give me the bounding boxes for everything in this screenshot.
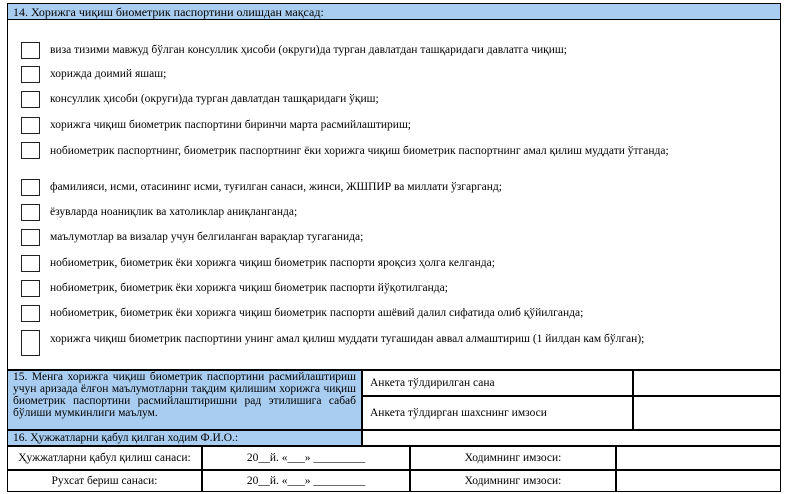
date-filled-value[interactable] [633,370,781,396]
section-16-header [7,430,362,446]
section-14-header [7,3,781,20]
checkbox[interactable] [21,330,40,356]
checkbox[interactable] [21,255,40,272]
permit-date-placeholder: 20__й. «___» _________ [246,475,366,487]
signature-grid [7,370,781,492]
option-label: нобиометрик, биометрик ёки хорижга чиқиш биометрик паспорти йўқотилганда; [50,282,448,294]
employee-signature-value-2[interactable] [616,470,781,492]
checkbox[interactable] [21,305,40,322]
option-label: виза тизими мавжуд бўлган консуллик ҳисоби (округи)да турган давлатдан ташқаридаги давлатга чиқиш; [50,44,567,56]
permit-date-label: Рухсат бериш санаси: [51,475,158,487]
permit-date-label-cell [7,470,202,492]
permit-date-field[interactable] [202,470,410,492]
applicant-signature-label-cell [362,396,633,430]
option-label: хорижга чиқиш биометрик паспортини унинг амал қилиш муддати тугашидан аввал алмаштириш (1 йилдан кам бўлган); [50,333,645,345]
section-15-statement [7,370,362,430]
checkbox[interactable] [21,204,40,221]
checkbox[interactable] [21,42,40,59]
option-label: фамилияси, исми, отасининг исми, туғилган санаси, жинси, ЖШПИР ва миллати ўзгарганд; [50,181,502,193]
section-14-options-panel [7,20,781,370]
option-label: хорижга чиқиш биометрик паспортини биринчи марта расмийлаштириш; [50,119,411,131]
option-label: нобиометрик паспортнинг, биометрик паспортнинг ёки хорижга чиқиш биометрик паспортнинг амал қилиш муддати ўтганда; [50,145,669,157]
checkbox[interactable] [21,179,40,196]
applicant-signature-label: Анкета тўлдирган шахснинг имзоси [370,407,547,419]
checkbox[interactable] [21,142,40,159]
option-label: нобиометрик, биометрик ёки хорижга чиқиш биометрик паспорти ашёвий далил сифатида олиб қўйилганда; [50,307,584,319]
section-15-text: 15. Менга хорижга чиқиш биометрик паспортини расмийлаштириш учун аризада ёлғон маълумотларни тақдим қилишим хорижга чиқиш биометрик паспортини расмийлаштиришни рад этилишига сабаб бўлиши мумкинлиги маълум. [13,371,356,419]
option-label: ёзувларда ноаниқлик ва хатоликлар аниқланганда; [50,206,298,218]
acceptance-date-field[interactable] [202,446,410,470]
option-label: консуллик ҳисоби (округи)да турган давлатдан ташқаридаги ўқиш; [50,93,379,105]
section-16-title: 16. Ҳужжатларни қабул қилган ходим Ф.И.О.: [13,432,239,444]
employee-signature-label: Ходимнинг имзоси: [464,475,562,487]
date-filled-label: Анкета тўлдирилган сана [370,377,495,389]
acceptance-date-label-cell [7,446,202,470]
checkbox[interactable] [21,66,40,83]
employee-signature-value-1[interactable] [616,446,781,470]
option-label: хорижда доимий яшаш; [50,68,167,80]
acceptance-date-placeholder: 20__й. «___» _________ [246,452,366,464]
employee-signature-label: Ходимнинг имзоси: [464,452,562,464]
employee-signature-label-cell-2 [410,470,616,492]
option-label: нобиометрик, биометрик ёки хорижга чиқиш биометрик паспорти яроқсиз ҳолга келганда; [50,257,495,269]
checkbox[interactable] [21,91,40,108]
employee-signature-label-cell-1 [410,446,616,470]
checkbox[interactable] [21,280,40,297]
applicant-signature-value[interactable] [633,396,781,430]
checkbox[interactable] [21,229,40,246]
checkbox[interactable] [21,117,40,134]
employee-name-value[interactable] [362,430,781,446]
option-label: маълумотлар ва визалар учун белгиланган варақлар тугаганида; [50,231,364,243]
section-14-title: 14. Хорижга чиқиш биометрик паспортини олишдан мақсад: [13,5,324,19]
acceptance-date-label: Ҳужжатларни қабул қилиш санаси: [18,452,191,464]
date-filled-label-cell [362,370,633,396]
